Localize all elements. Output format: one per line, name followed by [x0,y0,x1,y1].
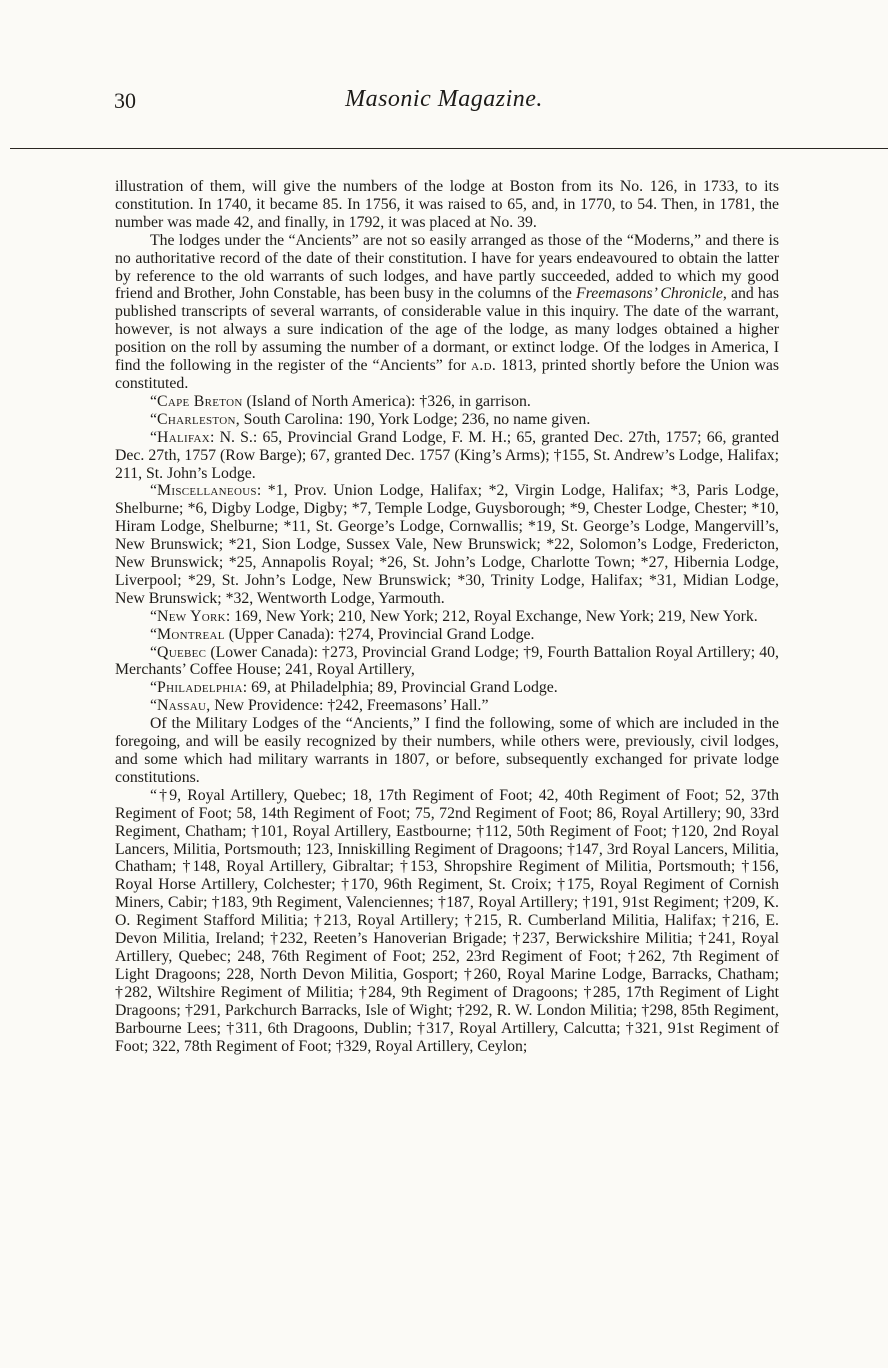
register-entry: “Quebec (Lower Canada): †273, Provincial Grand Lodge; †9, Fourth Battalion Royal Artillery; 40, Merchants’ Coffee House; 241, Royal Artillery, [115,643,779,679]
publication-title: Freemasons’ Chronicle [576,285,723,303]
paragraph: illustration of them, will give the numbers of the lodge at Boston from its No. 126, in 1733, to its constitution. In 1740, it became 85. In 1756, it was raised to 65, and, in 1770, to 54. Then, in 1781, the number was made 42, and finally, in 1792, it was placed at No. 39. [115,178,779,231]
place-name: Cape Breton [157,392,243,410]
running-title: Masonic Magazine. [345,86,543,112]
article-body [115,178,779,1055]
register-entry: “Cape Breton (Island of North America): †326, in garrison. [150,392,531,410]
register-entry: “Montreal (Upper Canada): †274, Provincial Grand Lodge. [150,625,535,643]
paragraph: The lodges under the “Ancients” are not so easily arranged as those of the “Moderns,” and there is no authoritative record of the date of their constitution. I have for years endeavoured to obtain the latter by reference to the old warrants of such lodges, and have partly succeeded, added to which my good friend and Brother, John Constable, has been busy in the columns of the Freemasons’ Chronicle, and has published transcripts of several warrants, of considerable value in this inquiry. The date of the warrant, however, is not always a sure indication of the age of the lodge, as many lodges obtained a higher position on the roll by assuming the number of a dormant, or extinct lodge. Of the lodges in America, I find the following in the register of the “Ancients” for a.d. 1813, printed shortly before the Union was constituted. [115,231,779,392]
register-entry: “Charleston, South Carolina: 190, York Lodge; 236, no name given. [150,410,591,428]
place-name: New York [157,607,226,625]
register-entry: “Miscellaneous: *1, Prov. Union Lodge, Halifax; *2, Virgin Lodge, Halifax; *3, Paris Lodge, Shelburne; *6, Digby Lodge, Digby; *7, Temple Lodge, Guysborough; *9, Chester Lodge, Chester; *10, Hiram Lodge, Shelburne; *11, St. George’s Lodge, Cornwallis; *19, St. George’s Lodge, Mangervill’s, New Brunswick; *21, Sion Lodge, Sussex Vale, New Brunswick; *22, Solomon’s Lodge, Fredericton, New Brunswick; *25, Annapolis Royal; *26, St. John’s Lodge, Charlotte Town; *27, Hibernia Lodge, Liverpool; *29, St. John’s Lodge, New Brunswick; *30, Trinity Lodge, Halifax; *31, Midian Lodge, New Brunswick; *32, Wentworth Lodge, Yarmouth. [115,482,779,607]
place-name: Quebec [157,643,207,661]
place-name: Miscellaneous [157,482,257,500]
era-abbreviation: a.d. [471,357,497,375]
place-name: Montreal [157,625,225,643]
register-entry: “Halifax: N. S.: 65, Provincial Grand Lodge, F. M. H.; 65, granted Dec. 27th, 1757; 66, granted Dec. 27th, 1757 (Row Barge); 67, granted Dec. 1757 (King’s Arms); †155, St. Andrew’s Lodge, Halifax; 211, St. John’s Lodge. [115,428,779,482]
register-entry: “Nassau, New Providence: †242, Freemasons’ Hall.” [150,697,489,715]
register-entry: “New York: 169, New York; 210, New York; 212, Royal Exchange, New York; 219, New York. [150,607,758,625]
place-name: Philadelphia [157,679,243,697]
header-rule [10,148,888,149]
place-name: Nassau [157,697,207,715]
page-header [110,70,778,128]
page-number: 30 [114,88,136,113]
place-name: Halifax [157,428,211,446]
military-lodges-list: “†9, Royal Artillery, Quebec; 18, 17th Regiment of Foot; 42, 40th Regiment of Foot; 52, 37th Regiment of Foot; 58, 14th Regiment of Foot; 75, 72nd Regiment of Foot; 86, Royal Artillery; 90, 33rd Regiment, Chatham; †101, Royal Artillery, Eastbourne; †112, 50th Regiment of Foot; †120, 2nd Royal Lancers, Militia, Portsmouth; 123, Inniskilling Regiment of Dragoons; †147, 3rd Royal Lancers, Militia, Chatham; †148, Royal Artillery, Gibraltar; †153, Shropshire Regiment of Militia, Portsmouth; †156, Royal Horse Artillery, Colchester; †170, 96th Regiment, St. Croix; †175, Royal Regiment of Cornish Miners, Cabir; †183, 9th Regiment, Valenciennes; †187, Royal Artillery; †191, 91st Regiment; †209, K. O. Regiment Stafford Militia; †213, Royal Artillery; †215, R. Cumberland Militia, Halifax; †216, E. Devon Militia, Ireland; †232, Reeten’s Hanoverian Brigade; †237, Berwickshire Militia; †241, Royal Artillery, Quebec; 248, 76th Regiment of Foot; 252, 23rd Regiment of Foot; †262, 7th Regiment of Light Dragoons; 228, North Devon Militia, Gosport; †260, Royal Marine Lodge, Barracks, Chatham; †282, Wiltshire Regiment of Militia; †284, 9th Regiment of Dragoons; †285, 17th Regiment of Light Dragoons; †291, Parkchurch Barracks, Isle of Wight; †292, R. W. London Militia; †298, 85th Regiment, Barbourne Lees; †311, 6th Dragoons, Dublin; †317, Royal Artillery, Calcutta; †321, 91st Regiment of Foot; 322, 78th Regiment of Foot; †329, Royal Artillery, Ceylon; [115,786,779,1055]
paragraph: Of the Military Lodges of the “Ancients,” I find the following, some of which are included in the foregoing, and will be easily recognized by their numbers, while others were, previously, civil lodges, and some which had military warrants in 1807, or before, subsequently exchanged for private lodge constitutions. [115,715,779,786]
register-entry: “Philadelphia: 69, at Philadelphia; 89, Provincial Grand Lodge. [150,679,558,697]
place-name: Charleston [157,410,236,428]
